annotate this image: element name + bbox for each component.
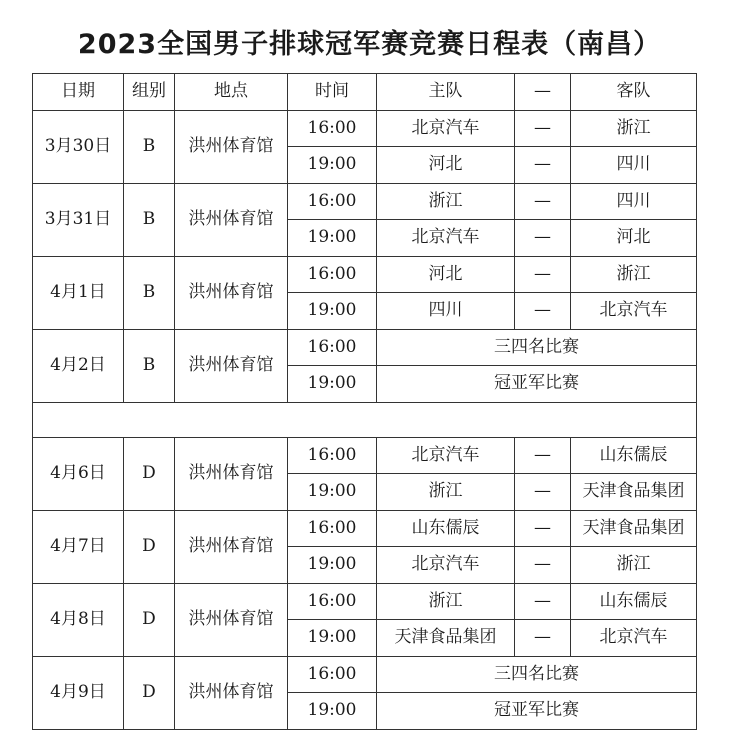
header-home: 主队 (377, 74, 515, 111)
date-cell: 4月1日 (33, 256, 124, 329)
time-cell: 16:00 (288, 583, 377, 620)
header-vs: — (515, 74, 571, 111)
group-cell: D (124, 583, 175, 656)
header-group: 组别 (124, 74, 175, 111)
time-cell: 16:00 (288, 329, 377, 366)
venue-cell: 洪州体育馆 (175, 329, 288, 402)
away-team-cell: 四川 (571, 147, 697, 184)
venue-cell: 洪州体育馆 (175, 437, 288, 510)
home-team-cell: 北京汽车 (377, 437, 515, 474)
away-team-cell: 浙江 (571, 256, 697, 293)
away-team-cell: 北京汽车 (571, 620, 697, 657)
home-team-cell: 浙江 (377, 474, 515, 511)
group-cell: B (124, 183, 175, 256)
date-cell: 4月6日 (33, 437, 124, 510)
away-team-cell: 山东儒辰 (571, 583, 697, 620)
home-team-cell: 四川 (377, 293, 515, 330)
separator-cell (33, 402, 697, 437)
home-team-cell: 北京汽车 (377, 220, 515, 257)
venue-cell: 洪州体育馆 (175, 110, 288, 183)
table-row (33, 437, 697, 474)
time-cell: 19:00 (288, 366, 377, 403)
group-cell: D (124, 656, 175, 729)
home-team-cell: 山东儒辰 (377, 510, 515, 547)
vs-cell: — (515, 183, 571, 220)
home-team-cell: 北京汽车 (377, 110, 515, 147)
event-cell: 三四名比赛 (377, 656, 697, 693)
time-cell: 19:00 (288, 474, 377, 511)
away-team-cell: 天津食品集团 (571, 510, 697, 547)
vs-cell: — (515, 583, 571, 620)
away-team-cell: 浙江 (571, 547, 697, 584)
group-cell: B (124, 256, 175, 329)
date-cell: 3月30日 (33, 110, 124, 183)
date-cell: 3月31日 (33, 183, 124, 256)
away-team-cell: 浙江 (571, 110, 697, 147)
header-time: 时间 (288, 74, 377, 111)
venue-cell: 洪州体育馆 (175, 583, 288, 656)
event-cell: 三四名比赛 (377, 329, 697, 366)
vs-cell: — (515, 147, 571, 184)
vs-cell: — (515, 474, 571, 511)
home-team-cell: 北京汽车 (377, 547, 515, 584)
vs-cell: — (515, 437, 571, 474)
header-row (33, 74, 697, 111)
group-cell: B (124, 110, 175, 183)
venue-cell: 洪州体育馆 (175, 510, 288, 583)
venue-cell: 洪州体育馆 (175, 256, 288, 329)
time-cell: 19:00 (288, 547, 377, 584)
time-cell: 19:00 (288, 620, 377, 657)
vs-cell: — (515, 110, 571, 147)
time-cell: 16:00 (288, 183, 377, 220)
event-cell: 冠亚军比赛 (377, 693, 697, 730)
time-cell: 19:00 (288, 693, 377, 730)
home-team-cell: 天津食品集团 (377, 620, 515, 657)
vs-cell: — (515, 256, 571, 293)
home-team-cell: 河北 (377, 256, 515, 293)
table-row (33, 256, 697, 293)
vs-cell: — (515, 547, 571, 584)
vs-cell: — (515, 293, 571, 330)
group-cell: B (124, 329, 175, 402)
table-row (33, 583, 697, 620)
time-cell: 16:00 (288, 110, 377, 147)
time-cell: 19:00 (288, 293, 377, 330)
away-team-cell: 山东儒辰 (571, 437, 697, 474)
home-team-cell: 浙江 (377, 583, 515, 620)
away-team-cell: 天津食品集团 (571, 474, 697, 511)
group-cell: D (124, 510, 175, 583)
away-team-cell: 河北 (571, 220, 697, 257)
vs-cell: — (515, 510, 571, 547)
time-cell: 19:00 (288, 147, 377, 184)
time-cell: 16:00 (288, 510, 377, 547)
header-venue: 地点 (175, 74, 288, 111)
time-cell: 16:00 (288, 256, 377, 293)
date-cell: 4月8日 (33, 583, 124, 656)
event-cell: 冠亚军比赛 (377, 366, 697, 403)
group-cell: D (124, 437, 175, 510)
vs-cell: — (515, 220, 571, 257)
table-row (33, 329, 697, 366)
date-cell: 4月9日 (33, 656, 124, 729)
home-team-cell: 浙江 (377, 183, 515, 220)
time-cell: 19:00 (288, 220, 377, 257)
venue-cell: 洪州体育馆 (175, 183, 288, 256)
home-team-cell: 河北 (377, 147, 515, 184)
table-row (33, 110, 697, 147)
date-cell: 4月2日 (33, 329, 124, 402)
away-team-cell: 四川 (571, 183, 697, 220)
table-row (33, 510, 697, 547)
venue-cell: 洪州体育馆 (175, 656, 288, 729)
time-cell: 16:00 (288, 656, 377, 693)
page-title: 2023全国男子排球冠军赛竞赛日程表（南昌） (77, 29, 662, 60)
date-cell: 4月7日 (33, 510, 124, 583)
time-cell: 16:00 (288, 437, 377, 474)
vs-cell: — (515, 620, 571, 657)
away-team-cell: 北京汽车 (571, 293, 697, 330)
table-row (33, 183, 697, 220)
table-row (33, 656, 697, 693)
header-date: 日期 (33, 74, 124, 111)
separator-row (33, 402, 697, 437)
header-away: 客队 (571, 74, 697, 111)
schedule-table (32, 73, 697, 730)
